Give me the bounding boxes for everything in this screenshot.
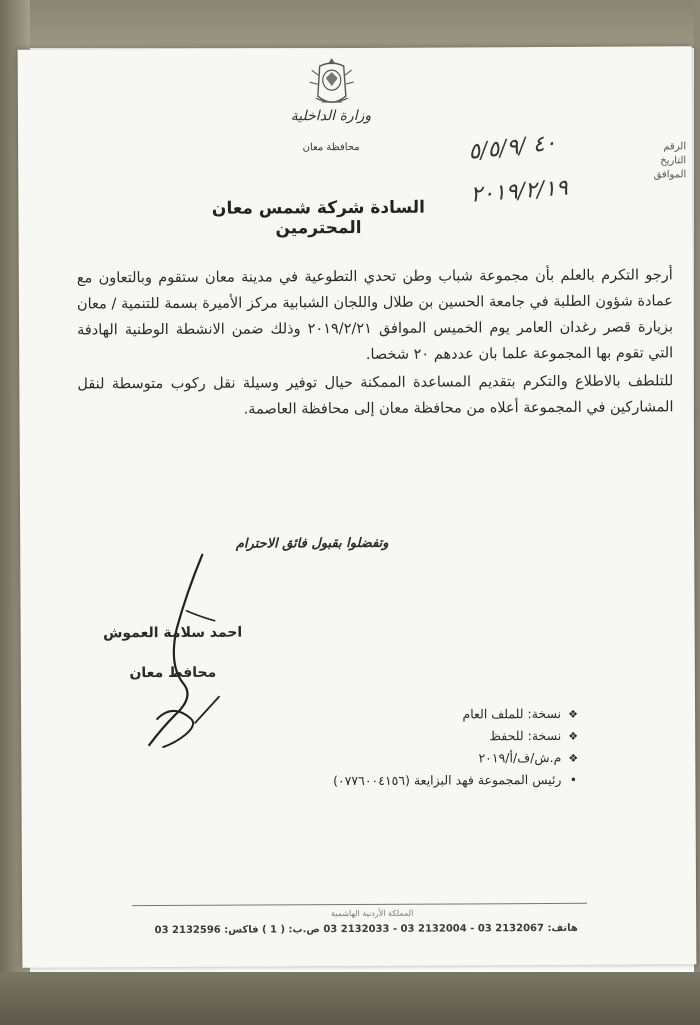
copy-item [259,725,581,749]
footer-contacts: هاتف: 2132067 03 - 2132004 03 - 2132033 03 ص.ب: ( 1 ) فاكس: 2132596 03 [154,922,578,937]
copy-item-text: رئيس المجموعة فهد البزايعة (٠٧٧٦٠٠٤١٥٦) [333,771,562,789]
copy-item [259,747,581,771]
dot-bullet-icon: • [569,772,577,787]
copy-item-text: نسخة: للملف العام [462,705,562,722]
body-paragraph-1: أرجو التكرم بالعلم بأن مجموعة شباب وطن تحدي التطوعية في مدينة معان ستقوم وبالتعاون مع عمادة شؤون الطلبة في جامعة الحسين بن طلال واللجان الشبابية مركز الأميرة بسمة للتنمية / معان بزيارة قصر رغدان العامر يوم الخميس الموافق ٢٠١٩/٢/٢١ وذلك ضمن الانشطة الوطنية الهادفة التي تقوم بها المجموعة علما بان عددهم ٢٠ شخصا. [76,267,674,363]
diamond-bullet-icon: ❖ [568,707,579,721]
diamond-bullet-icon: ❖ [568,729,579,743]
copy-item-text: نسخة: للحفظ [489,727,562,744]
letter-body [77,262,674,423]
footer-kingdom: المملكة الأردنية الهاشمية [330,908,414,919]
reference-number-value: ٤٠ /٥/٥/٩ [467,130,558,165]
copy-item [259,769,581,793]
copy-item [259,703,581,727]
diamond-bullet-icon: ❖ [568,751,579,765]
copy-item-text: م.ش/ف/أ/٢٠١٩ [478,749,562,766]
reference-labels [620,140,686,182]
body-paragraph-2: للتلطف بالاطلاع والتكرم بتقديم المساعدة الممكنة حيال توفير وسيلة نقل ركوب متوسطة لنقل المشاركين في المجموعة أعلاه من محافظة معان إلى محافظة العاصمة. [77,373,674,418]
background-top [0,0,700,48]
closing-line: وتفضلوا بقبول فائق الاحترام [235,535,389,552]
governorate-name: محافظة معان [302,141,360,154]
footer-divider [132,903,587,906]
reference-number-label: الرقم [663,141,687,153]
reference-date-value: ٢٠١٩/٢/١٩ [469,175,569,208]
letter-page [18,46,697,968]
coat-of-arms-icon [306,56,358,110]
signatory-name: احمد سلامة العموش [103,624,243,642]
handwritten-signature [90,547,251,753]
ministry-name: وزارة الداخلية [290,107,372,125]
background-bottom [0,972,700,1025]
reference-date-label: التاريخ [660,155,687,167]
addressee-line: السادة شركة شمس معان المحترمين [211,197,426,239]
signatory-title: محافظ معان [129,664,217,682]
reference-corresponding-label: الموافق [653,169,687,181]
copies-list [259,703,581,793]
